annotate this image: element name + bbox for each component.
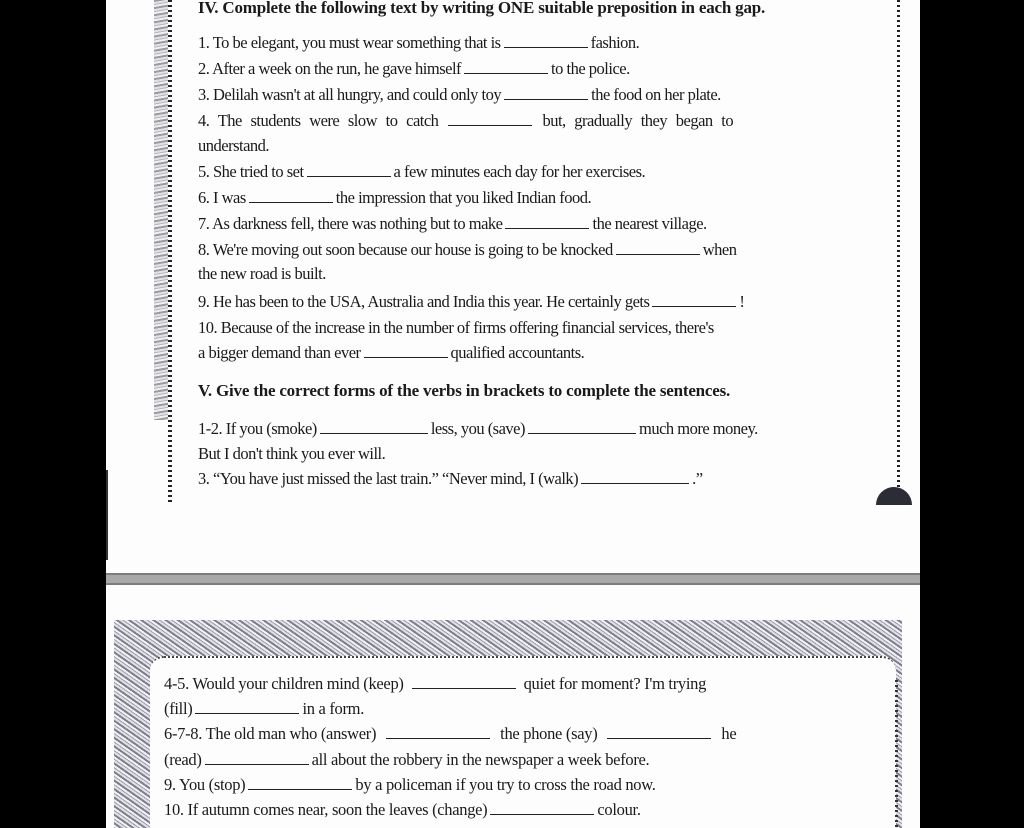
exercise-line: [164, 750, 649, 770]
answer-gap[interactable]: [386, 726, 490, 739]
item-text: 10. Because of the increase in the number of firms offering financial services, there's: [198, 318, 714, 337]
item-text: 5. She tried to set: [198, 162, 304, 181]
item-text: to the police.: [551, 59, 630, 78]
dotted-border-left: [168, 0, 172, 505]
corner-ornament-icon: [876, 487, 912, 505]
answer-gap[interactable]: [490, 802, 594, 815]
answer-gap[interactable]: [504, 87, 588, 100]
exercise-line: [198, 188, 591, 208]
upper-worksheet: [106, 0, 920, 572]
item-text: in a form.: [302, 699, 365, 718]
item-text: 10. If autumn comes near, soon the leaves (change): [164, 800, 488, 819]
answer-gap[interactable]: [528, 421, 636, 434]
exercise-line: [198, 33, 639, 53]
item-text: much more money.: [639, 419, 758, 438]
answer-gap[interactable]: [652, 294, 736, 307]
item-text: the food on her plate.: [591, 85, 721, 104]
answer-gap[interactable]: [607, 726, 711, 739]
item-text: 2. After a week on the run, he gave himself: [198, 59, 462, 78]
item-text: qualified accountants.: [450, 343, 585, 362]
separator-bar: [106, 573, 920, 585]
exercise-line: [164, 800, 641, 820]
section-iv-title: IV. Complete the following text by writing ONE suitable preposition in each gap.: [198, 0, 766, 17]
answer-gap[interactable]: [504, 35, 588, 48]
exercise-line: [198, 264, 326, 284]
exercise-line: [198, 214, 707, 234]
item-text: 4. The students were slow to catch: [198, 111, 439, 130]
item-text: !: [739, 292, 745, 311]
item-text: but, gradually they began to: [542, 111, 734, 130]
item-text: But I don't think you ever will.: [198, 444, 386, 463]
answer-gap[interactable]: [195, 701, 299, 714]
textured-border: [154, 0, 168, 420]
item-text: (fill): [164, 699, 193, 718]
exercise-line: [198, 136, 269, 156]
section-v-title: V. Give the correct forms of the verbs in brackets to complete the sentences.: [198, 381, 731, 400]
item-text: 6. I was: [198, 188, 246, 207]
item-text: a bigger demand than ever: [198, 343, 361, 362]
item-text: by a policeman if you try to cross the road now.: [355, 775, 656, 794]
exercise-line: [164, 775, 656, 795]
item-text: 3. Delilah wasn't at all hungry, and could only toy: [198, 85, 502, 104]
answer-gap[interactable]: [464, 61, 548, 74]
item-text: less, you (save): [430, 419, 525, 438]
item-text: the nearest village.: [592, 214, 707, 233]
item-text: 8. We're moving out soon because our house is going to be knocked: [198, 240, 613, 259]
item-text: the new road is built.: [198, 264, 326, 283]
item-text: fashion.: [590, 33, 640, 52]
item-text: (read): [164, 750, 202, 769]
item-text: 3. “You have just missed the last train.” “Never mind, I (walk): [198, 469, 579, 488]
exercise-line: [198, 318, 714, 338]
item-text: the impression that you liked Indian food.: [335, 188, 592, 207]
exercise-line: [198, 444, 385, 464]
item-text: understand.: [198, 136, 270, 155]
exercise-line: [198, 85, 721, 105]
item-text: 9. He has been to the USA, Australia and India this year. He certainly gets: [198, 292, 650, 311]
item-text: when: [702, 240, 737, 259]
item-text: 1. To be elegant, you must wear something that is: [198, 33, 501, 52]
exercise-line: [164, 699, 364, 719]
item-text: 9. You (stop): [164, 775, 246, 794]
exercise-line: [198, 343, 584, 363]
answer-gap[interactable]: [248, 777, 352, 790]
item-text: all about the robbery in the newspaper a week before.: [311, 750, 650, 769]
exercise-line: [198, 240, 736, 260]
answer-gap[interactable]: [505, 216, 589, 229]
answer-gap[interactable]: [364, 345, 448, 358]
exercise-line: [198, 59, 630, 79]
answer-gap[interactable]: [412, 676, 516, 689]
item-text: he: [721, 724, 737, 743]
exercise-line: [198, 111, 733, 131]
answer-gap[interactable]: [249, 190, 333, 203]
item-text: 4-5. Would your children mind (keep): [164, 674, 404, 693]
exercise-line: [164, 674, 706, 694]
item-text: 1-2. If you (smoke): [198, 419, 317, 438]
exercise-line: [198, 469, 703, 489]
answer-gap[interactable]: [616, 242, 700, 255]
item-text: a few minutes each day for her exercises.: [393, 162, 646, 181]
item-text: 6-7-8. The old man who (answer): [164, 724, 377, 743]
worksheet-page: [106, 0, 920, 828]
dotted-border-right: [895, 680, 898, 828]
page-curl: [106, 470, 111, 560]
item-text: quiet for moment? I'm trying: [523, 674, 707, 693]
dotted-border-right: [897, 0, 900, 500]
exercise-line: [198, 419, 758, 439]
exercise-line: [164, 724, 736, 744]
answer-gap[interactable]: [307, 164, 391, 177]
item-text: colour.: [597, 800, 641, 819]
answer-gap[interactable]: [205, 752, 309, 765]
answer-gap[interactable]: [448, 113, 532, 126]
item-text: 7. As darkness fell, there was nothing but to make: [198, 214, 503, 233]
answer-gap[interactable]: [320, 421, 428, 434]
item-text: .”: [692, 469, 703, 488]
item-text: the phone (say): [500, 724, 598, 743]
exercise-line: [198, 162, 645, 182]
exercise-line: [198, 292, 744, 312]
answer-gap[interactable]: [581, 471, 689, 484]
